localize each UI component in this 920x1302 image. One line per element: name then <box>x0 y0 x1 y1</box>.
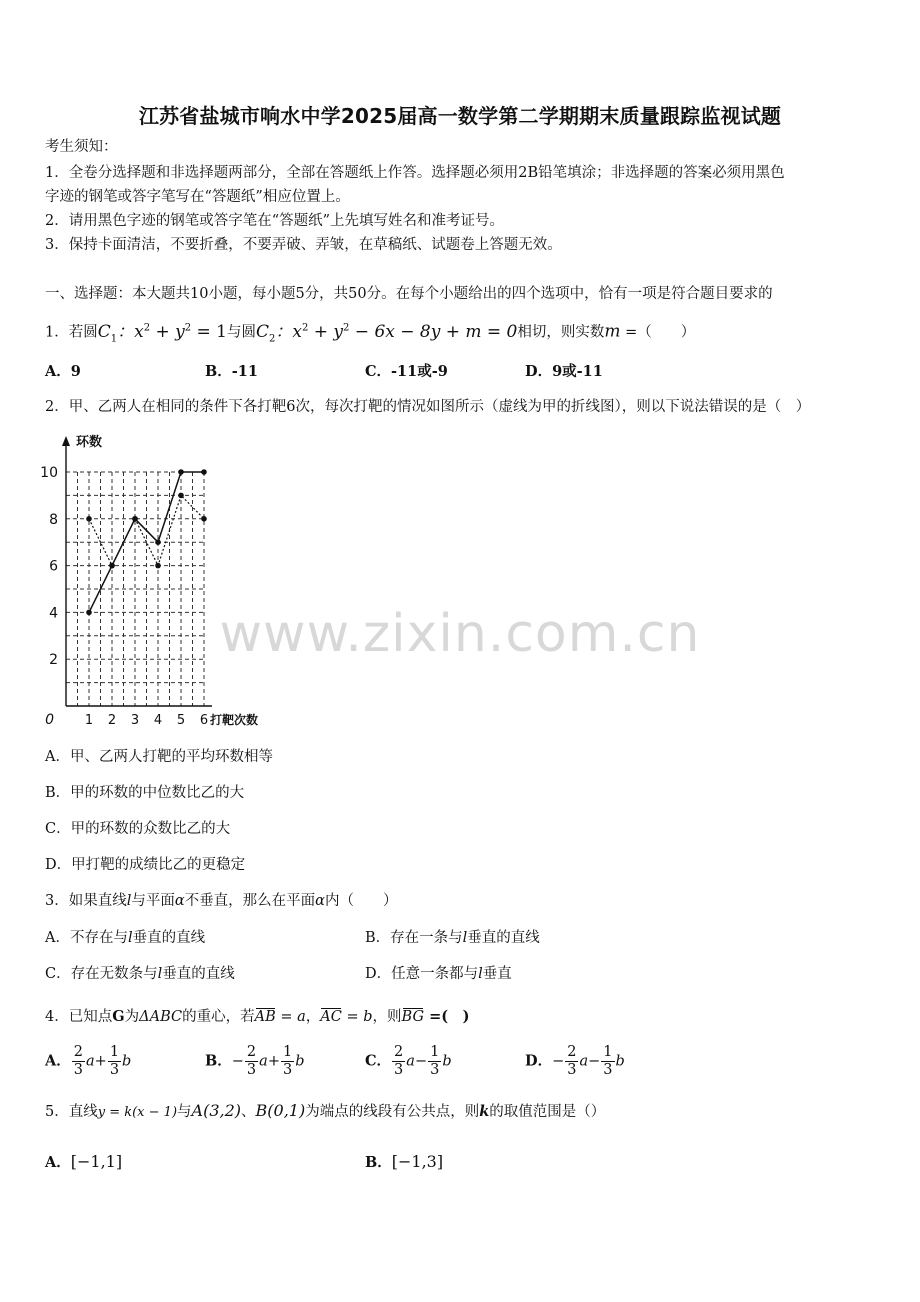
q4-d-frac2-den: 3 <box>603 1062 613 1078</box>
q3-opt-d-post: 垂直 <box>482 966 512 982</box>
q4-a-vec-a: a <box>86 1053 95 1070</box>
data-point <box>178 493 184 499</box>
x-tick-label: 3 <box>130 713 140 728</box>
q3-alpha: α <box>174 893 185 909</box>
q4-b-frac1-num: 2 <box>246 1044 257 1060</box>
notice-line-2: 2．请用黑色字迹的钢笔或答字笔在“答题纸”上先填写姓名和准考证号。 <box>45 213 505 229</box>
q5-equation: y = k(x − 1) <box>97 1105 178 1120</box>
y-tick-label: 2 <box>49 652 58 669</box>
q3-opt-c-post: 垂直的直线 <box>162 966 235 982</box>
x-tick-label: 1 <box>84 713 94 728</box>
q3-opt-b-pre: B．存在一条与 <box>365 930 463 946</box>
q5-option-a[interactable] <box>45 1152 122 1173</box>
q1-eq1c: = 1 <box>191 321 227 342</box>
question-2-stem: 2．甲、乙两人在相同的条件下各打靶6次，每次打靶的情况如图所示（虚线为甲的折线图），则以下说法错误的是（ ） <box>45 399 811 415</box>
data-point <box>155 563 161 569</box>
data-point <box>201 516 207 522</box>
x-tick-label: 4 <box>153 713 163 728</box>
q4-text-2: 为 <box>124 1009 140 1025</box>
q3-text-1: 3．如果直线 <box>45 893 127 909</box>
q1-option-a[interactable]: A．9 <box>45 363 81 380</box>
q4-d-frac2-num: 1 <box>603 1044 613 1060</box>
q4-a-frac1-num: 2 <box>73 1044 83 1060</box>
q4-b-frac2-num: 1 <box>282 1044 293 1060</box>
data-point <box>132 516 138 522</box>
q1-option-c[interactable]: C．-11或-9 <box>365 363 448 380</box>
x-axis-label: 打靶次数 <box>210 713 259 727</box>
q5-text-5: 的取值范围是（） <box>489 1104 606 1120</box>
notice-line-1a: 1．全卷分选择题和非选择题两部分，全部在答题纸上作答。选择题必须用2B铅笔填涂；非选择题的答案必须用黑色 <box>45 165 785 181</box>
q4-text-1: 4．已知点 <box>45 1009 113 1025</box>
q4-b-op: + <box>267 1053 280 1070</box>
q5-opt-a-label: A． <box>45 1154 71 1171</box>
q1-text-3: 相切，则实数 <box>517 324 605 341</box>
q4-option-b[interactable] <box>205 1044 305 1079</box>
q4-b-sign: − <box>231 1053 244 1070</box>
q4-b-frac1-den: 3 <box>246 1062 257 1078</box>
q3-opt-d-l: l <box>478 966 483 982</box>
q1-option-b[interactable]: B．-11 <box>205 363 258 380</box>
q4-d-frac1-den: 3 <box>567 1062 577 1078</box>
q4-c-frac1-num: 2 <box>394 1044 404 1060</box>
q4-triangle: ΔABC <box>139 1009 183 1025</box>
q4-a-frac1-den: 3 <box>73 1062 83 1078</box>
question-4 <box>45 1007 469 1027</box>
q1-sq-2: 2 <box>184 322 192 333</box>
data-point <box>109 563 115 569</box>
q5-point-a: A(3,2) <box>191 1101 242 1120</box>
notice-line-1b: 字迹的钢笔或答字笔写在“答题纸”相应位置上。 <box>45 189 350 205</box>
q1-m: m <box>604 321 621 342</box>
q4-vec-ac: AC <box>320 1009 342 1025</box>
q3-option-a[interactable] <box>45 928 205 948</box>
q1-option-d[interactable]: D．9或-11 <box>525 363 603 380</box>
q4-d-vec-a: a <box>579 1053 589 1070</box>
q4-c-frac2-num: 1 <box>430 1044 440 1060</box>
q4-text-4: = <box>275 1009 298 1025</box>
data-point <box>86 516 92 522</box>
q3-alpha-2: α <box>315 893 325 909</box>
q1-sq-1: 2 <box>143 322 151 333</box>
q1-text-2: 与圆 <box>227 324 256 341</box>
question-3 <box>45 891 397 911</box>
q3-opt-b-post: 垂直的直线 <box>467 930 540 946</box>
y-axis-arrow <box>62 436 70 446</box>
q4-option-c[interactable] <box>365 1044 452 1079</box>
q4-option-d[interactable] <box>525 1044 625 1079</box>
q1-c1-sub: 1 <box>110 333 118 345</box>
q2-option-c[interactable]: C．甲的环数的众数比乙的大 <box>45 821 231 837</box>
q3-text-4: 内（ ） <box>324 893 398 909</box>
q1-text-1: 若圆 <box>68 324 98 341</box>
q4-a-vec-b: b <box>122 1053 132 1070</box>
q1-num: 1． <box>45 324 69 341</box>
q4-d-frac1-num: 2 <box>567 1044 577 1060</box>
q3-opt-c-l: l <box>157 966 163 982</box>
y-tick-label: 6 <box>49 558 58 575</box>
q1-c2-sub: 2 <box>269 333 276 345</box>
q4-option-a[interactable] <box>45 1044 131 1079</box>
question-5 <box>45 1101 605 1123</box>
q4-d-vec-b: b <box>615 1053 625 1070</box>
chart-labels <box>40 434 258 728</box>
q4-vec-ab: AB <box>254 1009 276 1025</box>
q3-opt-b-l: l <box>462 930 468 946</box>
q1-text-4: =（ ） <box>620 324 696 341</box>
q5-text-3: 、 <box>241 1104 256 1120</box>
q3-opt-a-post: 垂直的直线 <box>132 930 206 946</box>
q1-eq1b: + y <box>150 321 185 342</box>
q3-option-b[interactable] <box>365 928 540 948</box>
y-tick-label: 4 <box>49 605 58 622</box>
q4-opt-d-label: D． <box>525 1052 553 1070</box>
q3-opt-a-pre: A．不存在与 <box>45 930 128 946</box>
data-point <box>155 539 161 545</box>
notice-line-3: 3．保持卡面清洁，不要折叠，不要弄破、弄皱，在草稿纸、试题卷上答题无效。 <box>45 237 562 253</box>
q4-c-vec-b: b <box>442 1053 452 1070</box>
q5-opt-b-label: B． <box>365 1154 392 1171</box>
q1-sq-4: 2 <box>343 322 350 333</box>
q3-l: l <box>126 893 132 909</box>
q1-sq-3: 2 <box>301 322 309 333</box>
data-point <box>178 469 184 475</box>
q3-text-2: 与平面 <box>131 893 175 909</box>
q4-vec-bg: BG <box>401 1009 425 1025</box>
q4-c-op: − <box>414 1053 428 1070</box>
q4-b-vec-a: a <box>259 1053 268 1070</box>
q4-vec-a: a <box>297 1009 306 1025</box>
q3-option-d[interactable] <box>365 964 512 984</box>
q5-text-4: 为端点的线段有公共点，则 <box>305 1104 480 1120</box>
q4-text-5: ， <box>305 1009 321 1025</box>
q4-text-3: 的重心，若 <box>182 1009 255 1025</box>
origin-label: 0 <box>45 712 54 728</box>
q4-b-frac2-den: 3 <box>282 1062 293 1078</box>
q1-eq2c: − 6x − 8y + m = 0 <box>349 321 518 342</box>
q2-option-a[interactable]: A．甲、乙两人打靶的平均环数相等 <box>45 749 273 765</box>
q4-c-frac1-den: 3 <box>394 1062 404 1078</box>
q4-c-vec-a: a <box>406 1053 415 1070</box>
q4-text-7: ，则 <box>372 1009 402 1025</box>
y-tick-label: 10 <box>40 465 58 481</box>
q1-eq2b: + y <box>308 321 344 342</box>
q3-opt-a-l: l <box>127 930 133 946</box>
section-1-heading: 一、选择题：本大题共10小题，每小题5分，共50分。在每个小题给出的四个选项中，恰有一项是符合题目要求的 <box>45 286 773 302</box>
data-point <box>201 469 207 475</box>
q3-option-c[interactable] <box>45 964 235 984</box>
q1-c1: C <box>97 321 111 342</box>
x-tick-label: 6 <box>199 713 209 728</box>
q5-k: k <box>479 1103 490 1120</box>
q4-opt-a-label: A． <box>45 1052 71 1070</box>
target-shooting-chart <box>40 428 280 740</box>
x-tick-label: 5 <box>176 713 186 728</box>
q4-d-sign: − <box>552 1053 565 1070</box>
q3-text-3: 不垂直，那么在平面 <box>184 893 316 909</box>
q4-text-8: =( ) <box>424 1008 470 1025</box>
question-1 <box>45 318 695 349</box>
q4-c-frac2-den: 3 <box>430 1062 440 1078</box>
q5-option-b[interactable] <box>365 1152 443 1173</box>
q4-vec-b: b <box>363 1009 373 1025</box>
chart-axes <box>62 436 212 706</box>
x-tick-label: 2 <box>107 713 117 728</box>
q4-a-frac2-den: 3 <box>109 1062 120 1078</box>
q3-opt-d-pre: D．任意一条都与 <box>365 966 479 982</box>
q4-opt-b-label: B． <box>205 1052 232 1070</box>
q4-g: G <box>112 1008 125 1025</box>
paper-title: 江苏省盐城市响水中学2025届高一数学第二学期期末质量跟踪监视试题 <box>138 104 782 128</box>
q5-point-b: B(0,1) <box>255 1101 306 1120</box>
q2-option-d[interactable]: D．甲打靶的成绩比乙的更稳定 <box>45 857 246 873</box>
q1-eq1a: ：x <box>117 321 144 342</box>
q2-option-b[interactable]: B．甲的环数的中位数比乙的大 <box>45 785 245 801</box>
q4-opt-c-label: C． <box>365 1052 392 1070</box>
q4-a-frac2-num: 1 <box>109 1044 120 1060</box>
q4-text-6: = <box>341 1009 364 1025</box>
q1-eq2a: ：x <box>275 321 302 342</box>
q5-opt-b-value: [−1,3] <box>391 1152 444 1171</box>
q5-text-2: 与 <box>177 1104 192 1120</box>
q4-b-vec-b: b <box>295 1053 305 1070</box>
q5-text-1: 5．直线 <box>45 1104 98 1120</box>
q4-a-op: + <box>94 1053 107 1070</box>
y-tick-label: 8 <box>49 511 58 528</box>
q5-opt-a-value: [−1,1] <box>70 1152 123 1171</box>
y-axis-label: 环数 <box>76 435 103 450</box>
q4-d-op: − <box>588 1053 601 1070</box>
watermark: www.zixin.com.cn <box>219 604 701 664</box>
chart-grid <box>66 472 204 706</box>
q1-c2: C <box>256 321 270 342</box>
notice-heading: 考生须知： <box>45 139 118 155</box>
q3-opt-c-pre: C．存在无数条与 <box>45 966 158 982</box>
